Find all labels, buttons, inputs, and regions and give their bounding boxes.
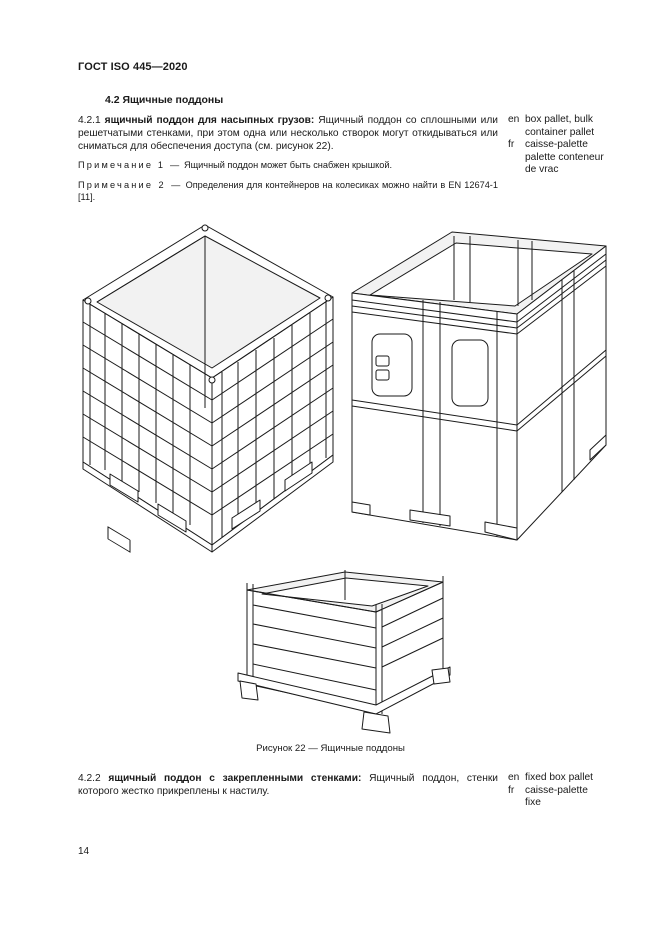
term-en-line: fixed box pallet — [525, 772, 593, 783]
note-text: Определения для контейнеров на колесиках можно найти в EN 12674-1 [11]. — [78, 180, 498, 202]
clause-number: 4.2.2 — [78, 773, 101, 784]
note-text: Ящичный поддон может быть снабжен крышкой. — [183, 160, 393, 170]
section-title: 4.2 Ящичные поддоны — [105, 94, 224, 106]
note-label: Примечание 2 — — [78, 180, 183, 190]
figure-caption: Рисунок 22 — Ящичные поддоны — [256, 743, 405, 754]
mesh-box-pallet-drawing — [83, 225, 333, 552]
term-en-line: container pallet — [525, 126, 595, 138]
term-fr-line: de vrac — [525, 164, 559, 176]
terms-4-2-2 — [508, 772, 638, 810]
term-fr-line: caisse-palette — [525, 139, 588, 151]
clause-term: ящичный поддон с закрепленными стенками: — [108, 773, 362, 784]
lang-en: en — [508, 772, 520, 783]
clause-definition: Ящичный поддон, стенки которого жестко прикреплены к настилу. — [78, 773, 498, 797]
steel-box-pallet-drawing — [238, 570, 450, 733]
clause-definition: Ящичный поддон со сплошными или решетчатыми стенками, при этом одна или несколько створок могут откидываться или сниматься для обеспечения доступа (см. рисунок 22). — [78, 115, 499, 152]
lang-en: en — [508, 114, 520, 125]
clause-4-2-2 — [78, 772, 498, 798]
term-fr-line: caisse-palette — [525, 784, 588, 796]
term-en-line: box pallet, bulk — [525, 114, 593, 125]
lang-fr: fr — [508, 784, 515, 796]
term-fr-line: fixe — [525, 797, 541, 809]
clause-term: ящичный поддон для насыпных грузов: — [104, 115, 315, 126]
note-label: Примечание 1 — — [78, 160, 182, 170]
plastic-box-pallet-drawing — [352, 232, 606, 540]
page-number: 14 — [78, 846, 90, 857]
clause-number: 4.2.1 — [78, 115, 101, 126]
document-header: ГОСТ ISO 445—2020 — [78, 61, 188, 73]
lang-fr: fr — [508, 139, 515, 151]
term-fr-line: palette conteneur — [525, 151, 604, 163]
